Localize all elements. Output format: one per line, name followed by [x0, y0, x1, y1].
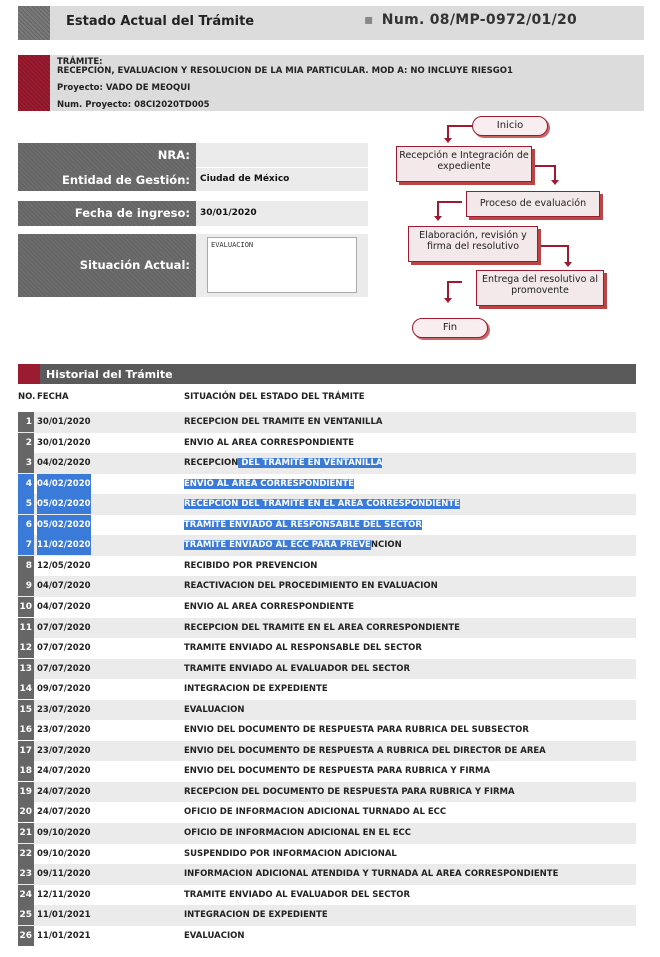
row-fecha: 04/02/2020 [37, 474, 91, 494]
col-situacion: SITUACIÓN DEL ESTADO DEL TRÁMITE [184, 392, 365, 402]
row-number: 6 [18, 515, 34, 535]
row-fecha: 04/07/2020 [37, 581, 91, 592]
row-situacion: RECEPCION DEL TRAMITE EN VENTANILLA [184, 458, 383, 469]
row-fecha: 09/11/2020 [37, 869, 91, 880]
row-situacion: ENVIO AL AREA CORRESPONDIENTE [184, 437, 355, 448]
row-fecha: 23/07/2020 [37, 725, 91, 736]
situacion-label: Situación Actual: [18, 234, 196, 297]
row-number: 11 [18, 618, 34, 638]
fecha-label: Fecha de ingreso: [18, 201, 196, 226]
nra-label: NRA: [157, 148, 190, 162]
historial-title: Historial del Trámite [46, 368, 173, 381]
row-situacion: RECEPCION DEL DOCUMENTO DE RESPUESTA PARA RUBRICA Y FIRMA [184, 786, 515, 797]
row-fecha: 05/02/2020 [37, 515, 91, 535]
row-fecha: 24/07/2020 [37, 807, 91, 818]
row-number: 4 [18, 474, 34, 494]
col-no: NO. [18, 392, 36, 402]
row-situacion: INTEGRACION DE EXPEDIENTE [184, 910, 328, 921]
row-situacion: RECIBIDO POR PREVENCION [184, 560, 318, 571]
tramite-number-text: Num. 08/MP-0972/01/20 [381, 12, 578, 28]
row-number: 7 [18, 535, 34, 555]
row-number: 18 [18, 761, 34, 781]
row-fecha: 07/07/2020 [37, 663, 91, 674]
row-situacion: EVALUACION [184, 704, 245, 715]
flow-step-recepcion: Recepción e Integración de expediente [396, 146, 532, 182]
row-situacion: OFICIO DE INFORMACION ADICIONAL EN EL ECC [184, 828, 412, 838]
row-situacion: TRAMITE ENVIADO AL RESPONSABLE DEL SECTOR [184, 643, 422, 654]
row-fecha: 11/02/2020 [37, 535, 91, 555]
row-fecha: 12/05/2020 [37, 560, 91, 571]
row-fecha: 24/07/2020 [37, 786, 91, 797]
row-number: 2 [18, 433, 34, 453]
row-situacion: ENVIO DEL DOCUMENTO DE RESPUESTA PARA RUBRICA DEL SUBSECTOR [184, 725, 529, 736]
proyecto-name: Proyecto: VADO DE MEOQUI [57, 83, 191, 93]
table-row [18, 700, 636, 721]
row-fecha: 23/07/2020 [37, 745, 91, 756]
page-title: Estado Actual del Trámite [66, 14, 255, 29]
row-number: 17 [18, 741, 34, 761]
row-fecha: 30/01/2020 [37, 437, 91, 448]
row-fecha: 30/01/2020 [37, 417, 91, 427]
row-number: 19 [18, 782, 34, 802]
flow-inicio: Inicio [472, 116, 548, 136]
flow-step-elaboracion: Elaboración, revisión y firma del resolutivo [408, 226, 538, 262]
row-situacion: OFICIO DE INFORMACION ADICIONAL TURNADO AL ECC [184, 807, 447, 818]
situacion-textarea[interactable]: EVALUACION [207, 237, 357, 293]
row-number: 22 [18, 844, 34, 864]
row-fecha: 24/07/2020 [37, 766, 91, 777]
row-situacion: TRAMITE ENVIADO AL EVALUADOR DEL SECTOR [184, 663, 411, 674]
row-situacion: ENVIO AL AREA CORRESPONDIENTE [184, 478, 355, 489]
row-fecha: 09/07/2020 [37, 684, 91, 695]
row-number: 5 [18, 494, 34, 514]
row-number: 10 [18, 597, 34, 617]
row-fecha: 04/07/2020 [37, 601, 91, 612]
row-fecha: 07/07/2020 [37, 622, 91, 633]
proyecto-number: Num. Proyecto: 08CI2020TD005 [57, 100, 210, 110]
row-situacion: RECEPCION DEL TRAMITE EN VENTANILLA [184, 417, 383, 427]
row-situacion: SUSPENDIDO POR INFORMACION ADICIONAL [184, 848, 397, 859]
row-situacion: ENVIO DEL DOCUMENTO DE RESPUESTA A RUBRICA DEL DIRECTOR DE AREA [184, 745, 546, 756]
row-situacion: EVALUACION [184, 930, 245, 941]
row-fecha: 23/07/2020 [37, 704, 91, 715]
row-fecha: 07/07/2020 [37, 643, 91, 654]
row-number: 12 [18, 638, 34, 658]
row-fecha: 11/01/2021 [37, 910, 91, 921]
tramite-description: RECEPCION, EVALUACION Y RESOLUCION DE LA MIA PARTICULAR. MOD A: NO INCLUYE RIESGO1 [57, 66, 513, 76]
fecha-value: 30/01/2020 [196, 201, 368, 226]
row-number: 15 [18, 700, 34, 720]
row-number: 21 [18, 823, 34, 843]
row-fecha: 09/10/2020 [37, 848, 91, 859]
entidad-value: Ciudad de México [196, 168, 368, 191]
historial-mark [18, 364, 40, 384]
row-situacion: ENVIO DEL DOCUMENTO DE RESPUESTA PARA RUBRICA Y FIRMA [184, 766, 491, 777]
row-number: 9 [18, 576, 34, 596]
table-row [18, 926, 636, 947]
tramite-mark [18, 55, 50, 111]
row-number: 14 [18, 679, 34, 699]
bullet-icon: ▪ [364, 12, 374, 28]
row-number: 26 [18, 926, 34, 946]
col-fecha: FECHA [37, 392, 69, 402]
tramite-number [364, 12, 577, 28]
row-fecha: 05/02/2020 [37, 494, 91, 514]
header-mark [18, 6, 50, 40]
row-fecha: 04/02/2020 [37, 458, 91, 469]
row-situacion: INFORMACION ADICIONAL ATENDIDA Y TURNADA AL AREA CORRESPONDIENTE [184, 869, 559, 880]
flow-step-entrega: Entrega del resolutivo al promovente [476, 270, 604, 306]
row-number: 3 [18, 453, 34, 473]
row-number: 24 [18, 885, 34, 905]
row-situacion: TRAMITE ENVIADO AL EVALUADOR DEL SECTOR [184, 889, 411, 900]
row-situacion: ENVIO AL AREA CORRESPONDIENTE [184, 601, 355, 612]
row-number: 1 [18, 412, 34, 432]
row-situacion: TRAMITE ENVIADO AL ECC PARA PREVENCION [184, 540, 402, 551]
row-fecha: 09/10/2020 [37, 828, 91, 838]
table-row [18, 556, 636, 577]
row-situacion: RECEPCION DEL TRAMITE EN EL AREA CORRESPONDIENTE [184, 622, 460, 633]
row-situacion: INTEGRACION DE EXPEDIENTE [184, 684, 328, 695]
info-label-block [18, 143, 196, 191]
flow-fin: Fin [412, 318, 488, 338]
row-situacion: TRAMITE ENVIADO AL RESPONSABLE DEL SECTOR [184, 519, 422, 530]
tramite-label: TRÁMITE: [57, 57, 103, 67]
row-number: 20 [18, 802, 34, 822]
entidad-label: Entidad de Gestión: [62, 173, 190, 187]
flow-step-evaluacion: Proceso de evaluación [466, 191, 600, 217]
row-number: 16 [18, 720, 34, 740]
nra-value [196, 143, 368, 167]
row-fecha: 12/11/2020 [37, 889, 91, 900]
row-number: 25 [18, 905, 34, 925]
row-number: 8 [18, 556, 34, 576]
row-situacion: REACTIVACION DEL PROCEDIMIENTO EN EVALUACION [184, 581, 438, 592]
row-number: 23 [18, 864, 34, 884]
row-fecha: 11/01/2021 [37, 930, 91, 941]
row-situacion: RECEPCION DEL TRAMITE EN EL AREA CORRESPONDIENTE [184, 499, 460, 510]
row-number: 13 [18, 659, 34, 679]
